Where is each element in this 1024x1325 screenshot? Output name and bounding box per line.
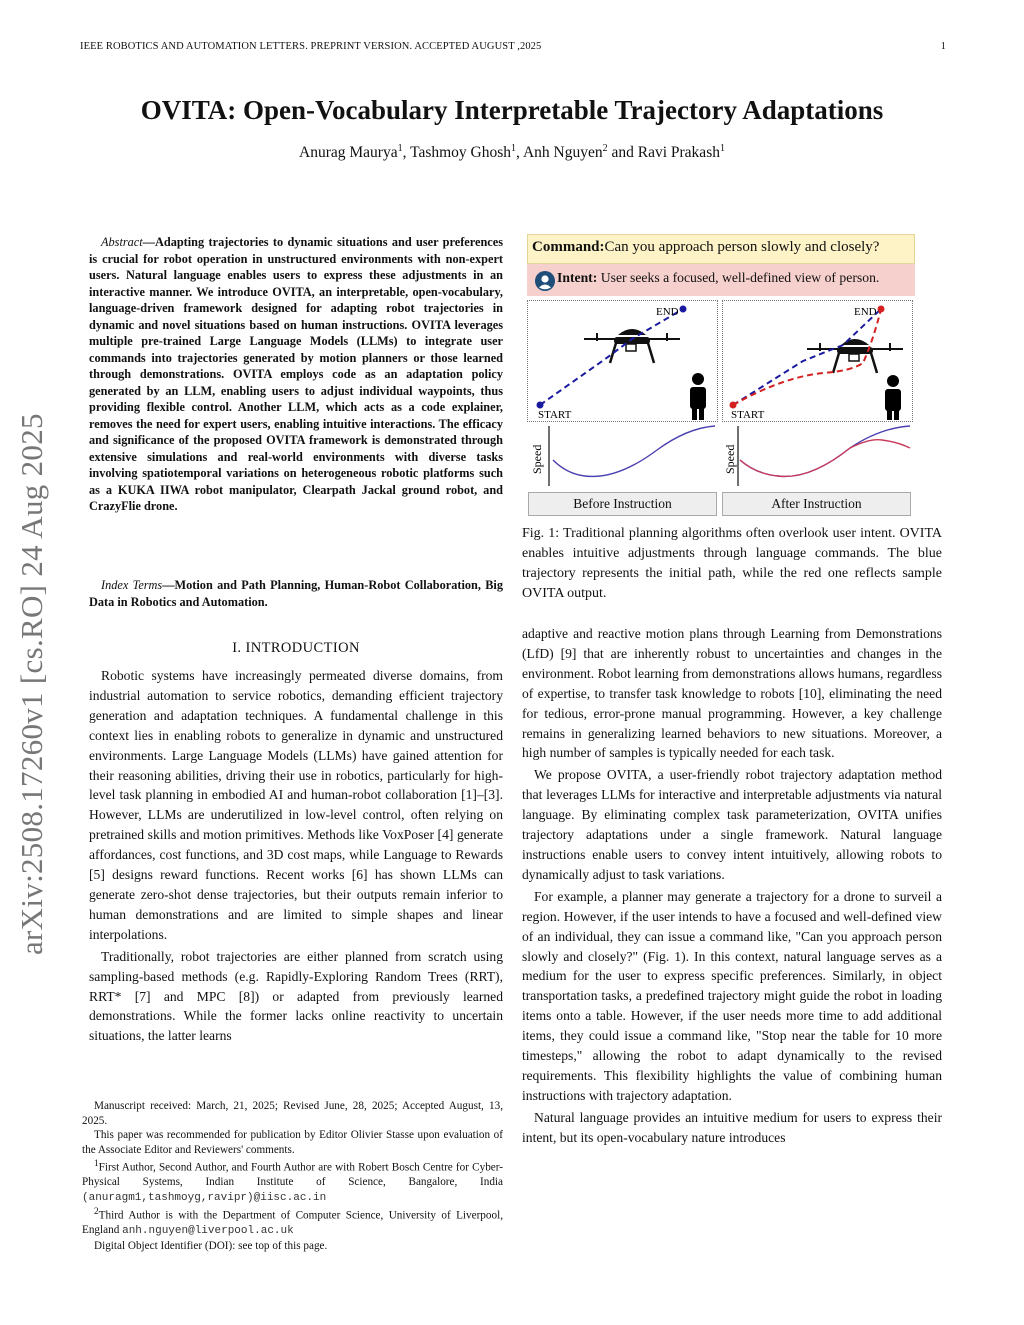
author-name: Anh Nguyen — [522, 144, 603, 162]
intent-text: User seeks a focused, well-defined view of person. — [597, 270, 880, 285]
email-link[interactable]: (anuragm1,tashmoyg,ravipr)@iisc.ac.in — [82, 1191, 327, 1204]
speed-plot-after — [722, 424, 913, 492]
speed-axis-label: Speed — [723, 444, 737, 474]
journal-header: IEEE ROBOTICS AND AUTOMATION LETTERS. PREPRINT VERSION. ACCEPTED AUGUST ,2025 — [80, 41, 542, 52]
running-head — [80, 41, 946, 52]
footnote-received: Manuscript received: March, 21, 2025; Revised June, 28, 2025; Accepted August, 13, 2025. — [82, 1100, 503, 1127]
footnote-doi: Digital Object Identifier (DOI): see top of this page. — [94, 1239, 328, 1252]
footnote-recommended: This paper was recommended for publication by Editor Olivier Stasse upon evaluation of the Associate Editor and Reviewers' comments. — [82, 1129, 503, 1156]
figure-1 — [527, 234, 915, 520]
trajectory-panel-after — [722, 300, 913, 422]
index-terms — [89, 577, 503, 612]
paper-title: OVITA: Open-Vocabulary Interpretable Trajectory Adaptations — [140, 95, 884, 125]
index-terms-text: —Motion and Path Planning, Human-Robot Collaboration, Big Data in Robotics and Automation. — [89, 578, 503, 609]
person-icon — [690, 373, 706, 420]
label-before-instruction: Before Instruction — [528, 492, 717, 516]
trajectory-panel-before — [527, 300, 718, 422]
intent-label: Intent: — [557, 270, 598, 285]
end-label: END — [854, 306, 877, 318]
paragraph: Traditionally, robot trajectories are either planned from scratch using sampling-based methods (e.g. Rapidly-Exploring Random Trees (RRT), RRT* [7] and MPC [8]) or adapted from previously learned demonstrations. While the former lacks online reactivity to uncertain situations, the latter learns — [89, 948, 503, 1044]
drone-icon — [584, 329, 680, 363]
start-label: START — [538, 409, 572, 420]
paragraph: Robotic systems have increasingly permeated diverse domains, from industrial automation to service robotics, demanding efficient trajectory generation and adaptation techniques. A fundamental challenge in this context lies in enabling robots to generalize in dynamic and unstructured environments. Large Language Models (LLMs) have gained attention for their reasoning abilities, driving their use in robotics, particularly for high-level task planning in embodied AI and human-robot collaboration [1]–[3]. However, LLMs are underutilized in low-level control, often relying on pretrained skills and motion primitives. Methods like VoxPoser [4] generate affordances, cost functions, and 3D cost maps, while Language to Rewards [5] designs reward functions. Recent works [6] has shown LLMs can generate zero-shot dense trajectories, but their outputs remain inferior to human demonstrations and are limited to simple shapes and linear interpolations. — [89, 668, 503, 942]
trajectory-diagram-after — [723, 301, 911, 420]
author-name: Anurag Maurya — [299, 144, 398, 162]
drone-icon — [807, 339, 903, 373]
email-link[interactable]: anh.nguyen@liverpool.ac.uk — [122, 1225, 294, 1238]
speed-axis-label: Speed — [530, 444, 544, 474]
trajectory-diagram-before — [528, 301, 716, 420]
index-terms-label: Index Terms — [101, 578, 163, 592]
abstract — [89, 234, 503, 517]
start-point — [730, 402, 737, 409]
section-heading: I. INTRODUCTION — [232, 640, 360, 656]
speed-curve-initial — [740, 426, 910, 476]
abstract-text: —Adapting trajectories to dynamic situations and user preferences is crucial for robot operation in unstructured environments with non-expert users. Natural language enables users to express these adjustments in an interactive manner. We introduce OVITA, an interpretable, open-vocabulary, language-driven framework designed for adapting robot trajectories in dynamic and novel situations based on human instructions. OVITA leverages multiple pre-trained Large Language Models (LLMs) to integrate user commands into trajectories generated by motion planners or those learned through demonstrations. OVITA employs code as an adaptation policy generated by an LLM, enabling users to adjust individual waypoints, thus providing flexible control. Another LLM, which acts as a code explainer, removes the need for expert users, enabling intuitive interactions. The efficacy and significance of the proposed OVITA framework is demonstrated through extensive simulations and real-world environments with diverse tasks involving spatiotemporal variations on heterogeneous robotic platforms such as a KUKA IIWA robot manipulator, Clearpath Jackal ground robot, and CrazyFlie drone. — [89, 235, 503, 513]
affiliation-mark: 1 — [397, 143, 403, 154]
paragraph: Natural language provides an intuitive medium for users to express their intent, but its open-vocabulary nature introduces — [522, 1109, 942, 1145]
footnote-affiliation-1: $^1$First Author, Second Author, and Fourth Author are with Robert Bosch Centre for Cyber-Physical Systems, Indian Institute of Science, Bangalore, India (anuragm1,tashmoyg,ravipr)@iisc.ac.in — [82, 1159, 503, 1204]
speed-curve-initial — [553, 426, 715, 476]
author-list: Anurag Maurya$^1$, Tashmoy Ghosh$^1$, Anh Nguyen$^2$ and Ravi Prakash$^1$ — [299, 143, 725, 162]
user-avatar-icon — [535, 271, 555, 291]
start-label: START — [731, 409, 765, 420]
figure-caption: Fig. 1: Traditional planning algorithms often overlook user intent. OVITA enables intuitive adjustments through language commands. The blue trajectory represents the initial path, while the red one reflects sample OVITA output. — [522, 526, 942, 601]
intro-left-column — [89, 666, 503, 1048]
command-text: Can you approach person slowly and closely? — [604, 239, 880, 255]
start-point — [537, 402, 544, 409]
speed-curve-adapted — [740, 440, 910, 477]
person-icon — [885, 375, 901, 420]
command-box — [527, 234, 915, 264]
footnote-affiliation-2: $^2$Third Author is with the Department of Computer Science, University of Liverpool, England anh.nguyen@liverpool.ac.uk — [82, 1207, 503, 1238]
arxiv-identifier: arXiv:2508.17260v1 [cs.RO] 24 Aug 2025 — [14, 413, 49, 955]
author-name: Tashmoy Ghosh — [410, 144, 512, 162]
affiliation-mark: 2 — [602, 143, 608, 154]
abstract-label: Abstract — [101, 235, 143, 249]
intro-right-column — [522, 624, 942, 1150]
affiliation-mark: 1 — [719, 143, 725, 154]
footnotes — [82, 1099, 503, 1253]
paragraph: For example, a planner may generate a trajectory for a drone to surveil a region. However, if the user intends to have a focused and well-defined view of an individual, they can issue a command like, "Can you approach person slowly and closely?" (Fig. 1). In this context, natural language serves as a medium for the user to express specific preferences. Similarly, in object transportation tasks, a predefined trajectory might guide the robot in loading items onto a table. However, if the user needs more time to add additional items, they could issue a command like, "Stop near the table for 10 more timesteps," allowing the robot to adapt dynamically to the revised requirements. This flexibility highlights the value of combining human instructions with trajectory adaptation. — [522, 888, 942, 1103]
end-point — [878, 306, 885, 313]
end-label: END — [656, 306, 679, 318]
intent-box — [527, 264, 915, 296]
page-number: 1 — [940, 41, 946, 52]
author-name: Ravi Prakash — [637, 144, 720, 162]
paragraph: adaptive and reactive motion plans through Learning from Demonstrations (LfD) [9] that are inherently robust to uncertainties and changes in the environment. Robot learning from demonstrations allows humans, regardless of expertise, to transfer task knowledge to robots [10], eliminating the need for tedious, error-prone manual programming. However, a key challenge remains in generalizing learned behaviors to new situations. Moreover, a high number of samples is typically needed for each task. — [522, 626, 942, 761]
paragraph: We propose OVITA, a user-friendly robot trajectory adaptation method that leverages LLMs for interactive and interpretable adjustments via natural language. By eliminating complex task parameterization, OVITA unifies trajectory adaptations under a single framework. Natural language instructions enable users to convey intent intuitively, allowing robots to dynamically adjust to task variations. — [522, 767, 942, 882]
end-point — [680, 306, 687, 313]
command-label: Command: — [532, 239, 605, 255]
label-after-instruction: After Instruction — [722, 492, 911, 516]
speed-plot-before — [527, 424, 718, 492]
affiliation-mark: 1 — [511, 143, 517, 154]
